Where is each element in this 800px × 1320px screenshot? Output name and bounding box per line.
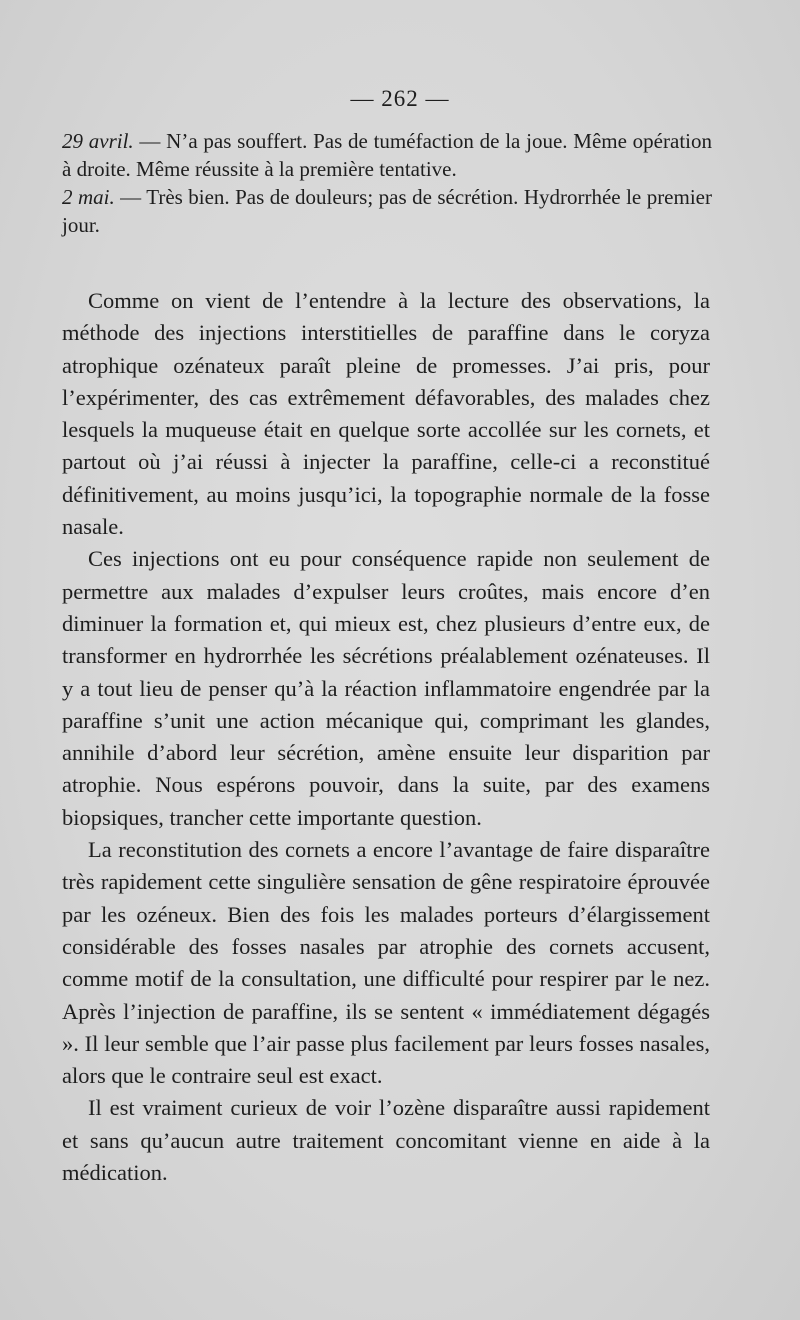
- paragraph: Ces injections ont eu pour conséquence rapide non seulement de permettre aux malades d’expulser leurs croûtes, mais encore d’en diminuer la formation et, qui mieux est, chez plusieurs d’entre eux, de transformer en hydrorrhée les sécrétions préalablement ozénateuses. Il y a tout lieu de penser qu’à la réaction inflammatoire engendrée par la paraffine s’unit une action mécanique qui, comprimant les glandes, annihile d’abord leur sécrétion, amène ensuite leur disparition par atrophie. Nous espérons pouvoir, dans la suite, par des examens biopsiques, trancher cette importante question.: [62, 546, 710, 830]
- paragraph: Comme on vient de l’entendre à la lecture des observations, la méthode des injections interstitielles de paraffine dans le coryza atrophique ozénateux paraît pleine de promesses. J’ai pris, pour l’expérimenter, des cas extrêmement défavorables, des malades chez lesquels la muqueuse était en quelque sorte accollée sur les cornets, et partout où j’ai réussi à injecter la paraffine, celle-ci a reconstitué définitivement, au moins jusqu’ici, la topographie normale de la fosse nasale.: [62, 288, 710, 540]
- observation-text: — N’a pas souffert. Pas de tuméfaction de la joue. Même opération à droite. Même réussite à la première tentative.: [62, 129, 712, 181]
- observation-entry: [62, 183, 712, 239]
- main-text: [62, 285, 710, 1189]
- page-number: — 262 —: [350, 86, 450, 111]
- observation-text: — Très bien. Pas de douleurs; pas de sécrétion. Hydrorrhée le premier jour.: [62, 185, 712, 237]
- observation-date: 2 mai.: [62, 185, 115, 209]
- observation-entry: [62, 127, 712, 183]
- paragraph: La reconstitution des cornets a encore l’avantage de faire disparaître très rapidement cette singulière sensation de gêne respiratoire éprouvée par les ozéneux. Bien des fois les malades porteurs d’élargissement considérable des fosses nasales par atrophie des cornets accusent, comme motif de la consultation, une difficulté pour respirer par le nez. Après l’injection de paraffine, ils se sentent « immédiatement dégagés ». Il leur semble que l’air passe plus facilement par leurs fosses nasales, alors que le contraire seul est exact.: [62, 837, 710, 1089]
- observation-date: 29 avril.: [62, 129, 134, 153]
- paragraph: Il est vraiment curieux de voir l’ozène disparaître aussi rapidement et sans qu’aucun autre traitement concomitant vienne en aide à la médication.: [62, 1095, 710, 1186]
